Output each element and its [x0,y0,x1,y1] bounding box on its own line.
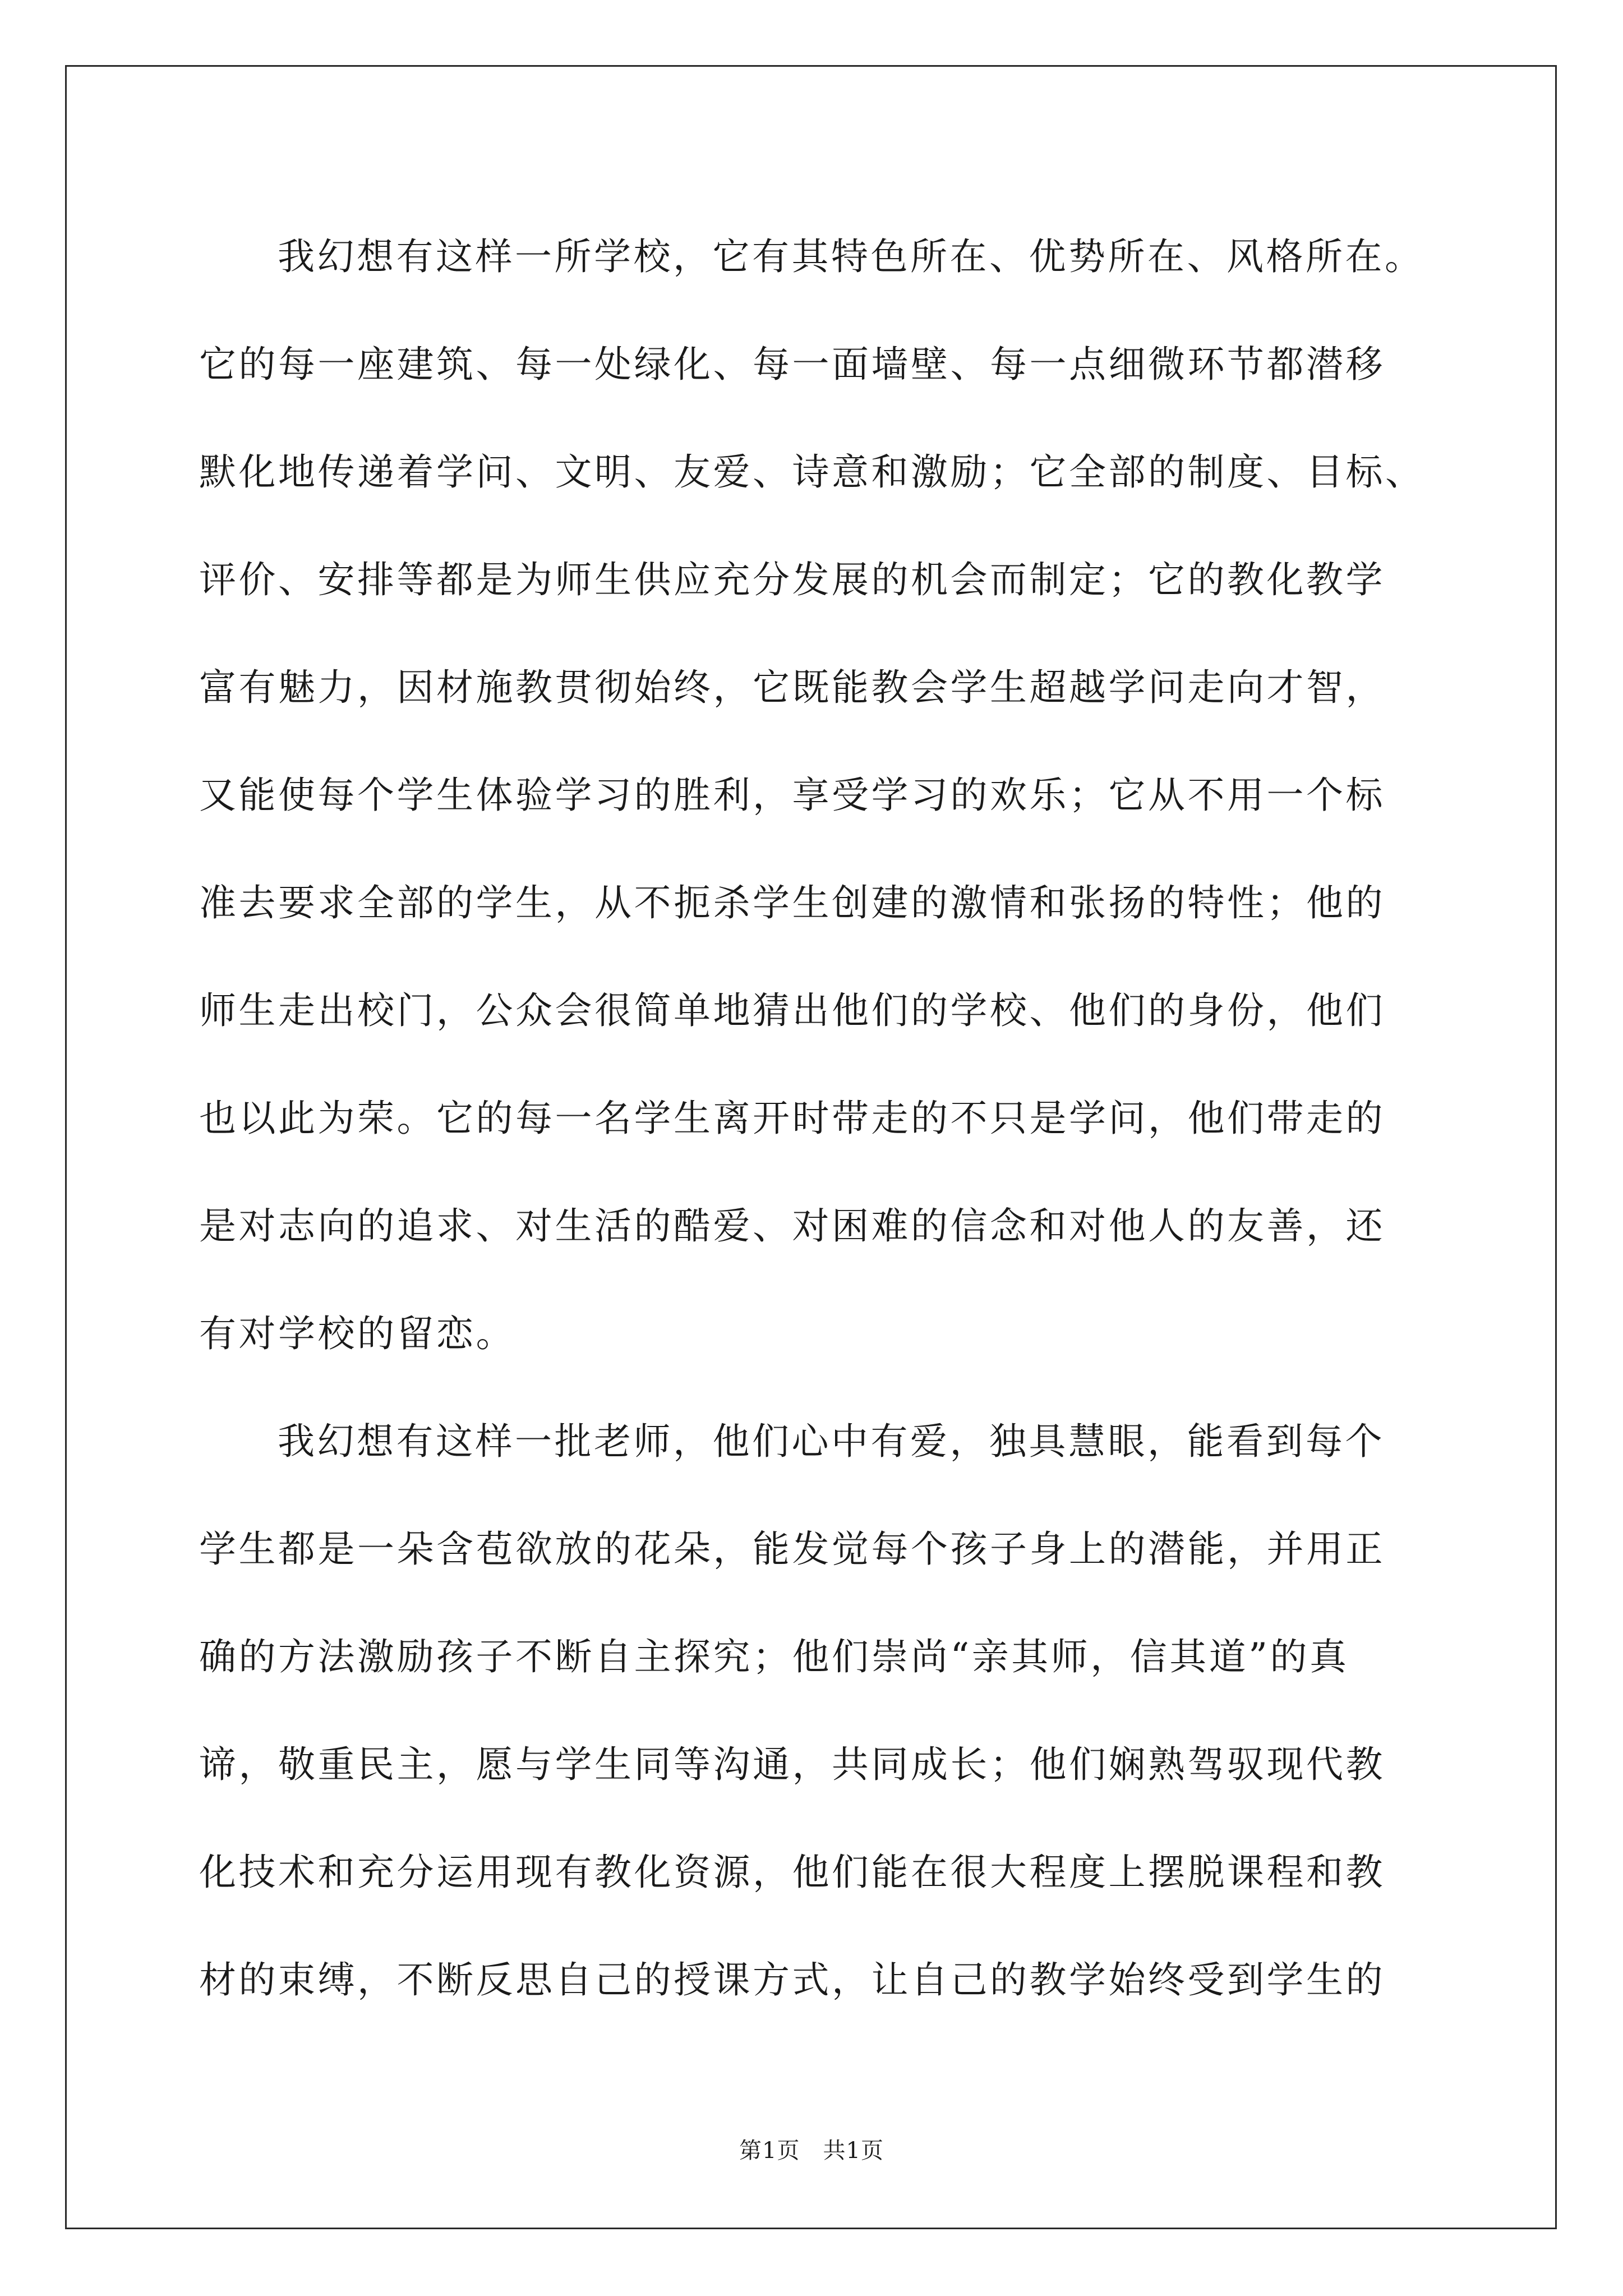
text-line: 默化地传递着学问、文明、友爱、诗意和激励；它全部的制度、目标、 [199,450,1425,494]
text-line: 富有魅力，因材施教贯彻始终，它既能教会学生超越学问走向才智， [199,666,1385,709]
text-line: 是对志向的追求、对生活的酷爱、对困难的信念和对他人的友善，还 [199,1204,1385,1248]
paragraph-teachers [199,1388,1433,2034]
text-line: 师生走出校门，公众会很简单地猜出他们的学校、他们的身份，他们 [199,989,1385,1032]
page-number: 第1页 共1页 [739,2138,884,2164]
text-line: 有对学校的留恋。 [199,1312,515,1355]
document-body [199,203,1433,2034]
text-line: 确的方法激励孩子不断自主探究；他们崇尚“亲其师，信其道”的真 [199,1635,1349,1678]
paragraph-school [199,203,1433,1388]
text-line: 我幻想有这样一所学校，它有其特色所在、优势所在、风格所在。 [278,235,1424,278]
text-line: 又能使每个学生体验学习的胜利，享受学习的欢乐；它从不用一个标 [199,774,1385,817]
text-line: 材的束缚，不断反思自己的授课方式，让自己的教学始终受到学生的 [199,1958,1385,2001]
text-line: 化技术和充分运用现有教化资源，他们能在很大程度上摆脱课程和教 [199,1851,1385,1894]
text-line: 谛，敬重民主，愿与学生同等沟通，共同成长；他们娴熟驾驭现代教 [199,1743,1385,1786]
text-line: 也以此为荣。它的每一名学生离开时带走的不只是学问，他们带走的 [199,1097,1385,1140]
text-line: 评价、安排等都是为师生供应充分发展的机会而制定；它的教化教学 [199,558,1385,601]
text-line: 学生都是一朵含苞欲放的花朵，能发觉每个孩子身上的潜能，并用正 [199,1527,1385,1571]
text-line: 准去要求全部的学生，从不扼杀学生创建的激情和张扬的特性；他的 [199,881,1385,924]
text-line: 它的每一座建筑、每一处绿化、每一面墙壁、每一点细微环节都潜移 [199,343,1385,386]
text-line: 我幻想有这样一批老师，他们心中有爱，独具慧眼，能看到每个 [278,1420,1385,1463]
